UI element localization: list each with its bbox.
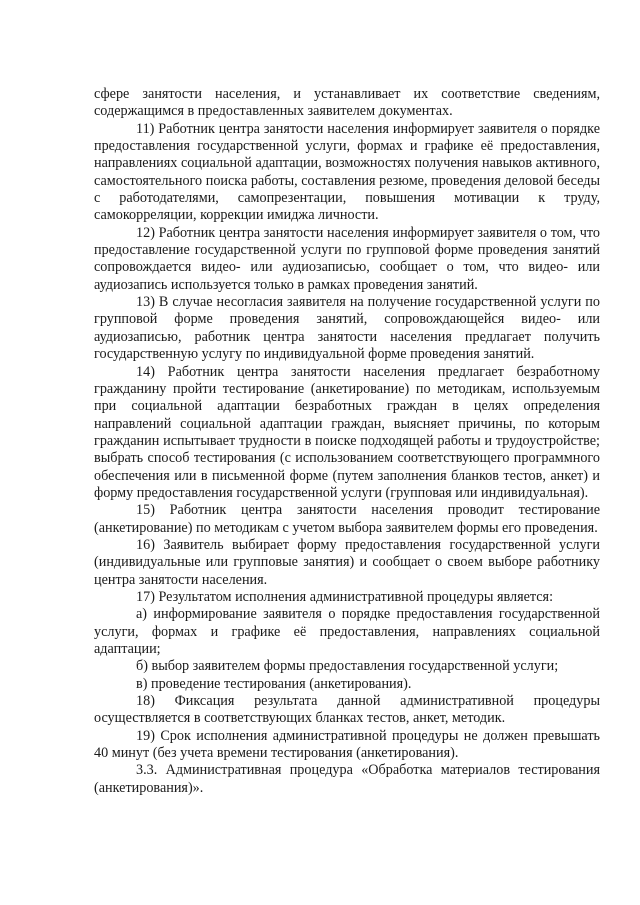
paragraph: 12) Работник центра занятости населения информирует заявителя о том, что предоставление государственной услуги по групповой форме проведения занятий сопровождается видео- или аудиозаписью, сообщает о том, что видео- или аудиозапись используется только в рамках проведения занятий. [94,224,600,293]
paragraph: 19) Срок исполнения административной процедуры не должен превышать 40 минут (без учета времени тестирования (анкетирования). [94,727,600,762]
list-item: в) проведение тестирования (анкетирования). [136,675,412,692]
paragraph: 18) Фиксация результата данной административной процедуры осуществляется в соответствующих бланках тестов, анкет, методик. [94,693,600,727]
section-heading: 3.3. Административная процедура «Обработка материалов тестирования (анкетирования)». [94,762,600,796]
document-body [94,86,600,797]
paragraph: сфере занятости населения, и устанавливает их соответствие сведениям, содержащимся в предоставленных заявителем документах. [94,86,600,120]
list-item: б) выбор заявителем формы предоставления государственной услуги; [136,658,559,675]
paragraph: 15) Работник центра занятости населения проводит тестирование (анкетирование) по методикам с учетом выбора заявителем формы его проведения. [94,502,600,536]
paragraph: 14) Работник центра занятости населения предлагает безработному гражданину пройти тестирование (анкетирование) по методикам, используемым при социальной адаптации безработных граждан в целях определения направлений социальной адаптации граждан, выясняет причины, по которым гражданин испытывает трудности в поиске подходящей работы и трудоустройстве; выбрать способ тестирования (с использованием соответствующего программного обеспечения или в письменной форме (путем заполнения бланков тестов, анкет) и форму предоставления государственной услуги (групповая или индивидуальная). [94,363,600,501]
paragraph: 17) Результатом исполнения административной процедуры является: [136,588,554,605]
paragraph: 13) В случае несогласия заявителя на получение государственной услуги по групповой форме проведения занятий, сопровождающейся видео- или аудиозаписью, работник центра занятости населения предлагает получить государственную услугу по индивидуальной форме проведения занятий. [94,294,600,363]
paragraph: 11) Работник центра занятости населения информирует заявителя о порядке предоставления государственной услуги, формах и графике её предоставления, направлениях социальной адаптации, возможностях получения навыков активного, самостоятельного поиска работы, составления резюме, проведения деловой беседы с работодателями, самопрезентации, повышения мотивации к труду, самокорреляции, коррекции имиджа личности. [94,120,600,224]
list-item: а) информирование заявителя о порядке предоставления государственной услуги, формах и графике её предоставления, направлениях социальной адаптации; [94,606,600,657]
paragraph: 16) Заявитель выбирает форму предоставления государственной услуги (индивидуальные или групповые занятия) и сообщает о своем выборе работнику центра занятости населения. [94,536,600,588]
